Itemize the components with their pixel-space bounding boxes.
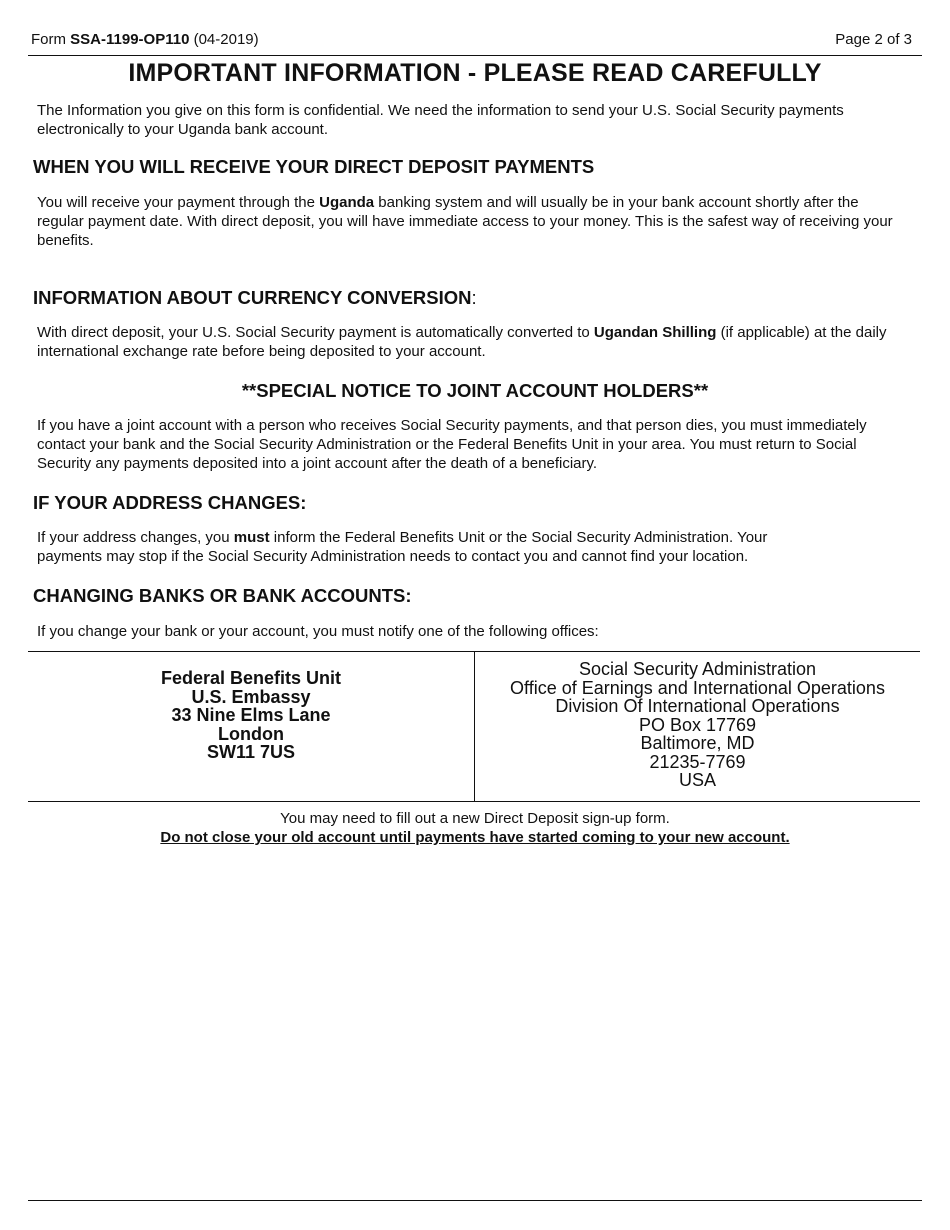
footer-warning: Do not close your old account until payments have started coming to your new account. <box>160 829 790 846</box>
page-title: IMPORTANT INFORMATION - PLEASE READ CAREFULLY <box>128 59 822 87</box>
currency-paragraph: With direct deposit, your U.S. Social Security payment is automatically converted to Ugandan Shilling (if applicable) at the daily international exchange rate before being deposited to your account. <box>37 324 887 360</box>
federal-benefits-unit-address: Federal Benefits Unit U.S. Embassy 33 Nine Elms Lane London SW11 7US <box>160 668 342 762</box>
form-header <box>31 31 912 51</box>
footer-note: You may need to fill out a new Direct Deposit sign-up form. Do not close your old account until payments have started coming to your new account. <box>28 809 922 847</box>
currency-name: Ugandan Shilling <box>593 324 717 341</box>
form-identifier: Form SSA-1199-OP110 (04-2019) <box>31 31 259 48</box>
address-paragraph: If your address changes, you must inform the Federal Benefits Unit or the Social Security Administration. Your payments may stop if the Social Security Administration needs to contact you and cannot find your location. <box>37 529 768 565</box>
header-rule <box>28 55 922 56</box>
address-heading: IF YOUR ADDRESS CHANGES: <box>33 492 307 513</box>
joint-notice-heading: **SPECIAL NOTICE TO JOINT ACCOUNT HOLDERS** <box>241 380 709 401</box>
country-name: Uganda <box>319 194 375 211</box>
receive-heading: WHEN YOU WILL RECEIVE YOUR DIRECT DEPOSIT PAYMENTS <box>33 156 595 177</box>
ssa-address: Social Security Administration Office of Earnings and International Operations Division Of International Operations PO Box 17769 Baltimore, MD 21235-7769 USA <box>510 659 885 790</box>
receive-paragraph: You will receive your payment through the Uganda banking system and will usually be in your bank account shortly after the regular payment date. With direct deposit, you will have immediate access to your money. This is the safest way of receiving your benefits. <box>37 194 893 249</box>
page-number: Page 2 of 3 <box>835 31 912 48</box>
currency-heading: INFORMATION ABOUT CURRENCY CONVERSION: <box>33 287 477 308</box>
form-date: (04-2019) <box>189 31 259 48</box>
banks-paragraph: If you change your bank or your account, you must notify one of the following offices: <box>37 623 599 640</box>
page-bottom-rule <box>28 1200 922 1201</box>
joint-notice-paragraph: If you have a joint account with a person who receives Social Security payments, and that person dies, you must immediately contact your bank and the Social Security Administration or the Federal Benefits Unit in your area. You must return to Social Security any payments deposited into a joint account after the death of a beneficiary. <box>37 417 867 472</box>
intro-paragraph: The Information you give on this form is confidential. We need the information to send your U.S. Social Security payments electronically to your Uganda bank account. <box>37 102 844 138</box>
banks-heading: CHANGING BANKS OR BANK ACCOUNTS: <box>33 585 412 606</box>
offices-table <box>28 651 920 802</box>
form-number: SSA-1199-OP110 <box>70 31 190 48</box>
must-emphasis: must <box>233 529 270 546</box>
